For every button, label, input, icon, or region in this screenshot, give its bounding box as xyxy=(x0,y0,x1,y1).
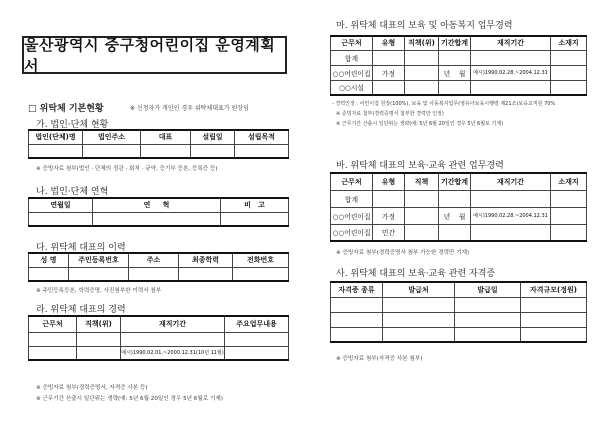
table-cell: ○○시설 xyxy=(331,80,373,95)
ba-col-0: 근무처 xyxy=(331,173,373,190)
table-cell[interactable] xyxy=(221,212,289,226)
table-cell[interactable] xyxy=(551,65,587,80)
corporation-history-table xyxy=(28,197,289,227)
table-cell[interactable] xyxy=(471,190,551,207)
table-cell: ○○어린이집 xyxy=(331,224,373,241)
table-cell[interactable] xyxy=(455,327,521,342)
table-cell[interactable] xyxy=(29,144,83,158)
ga-col-3: 설립일 xyxy=(191,130,235,144)
table-cell[interactable] xyxy=(225,346,289,360)
ma-note-2: ※ 증빙자료 첨부(경력증명서 첨부한 경력만 인정) xyxy=(336,111,444,117)
table-cell[interactable] xyxy=(331,327,383,342)
ra-example-cell: 예시)1990.02.01.~2000.12.31(10년 11월) xyxy=(121,346,225,360)
table-cell[interactable] xyxy=(439,190,471,207)
table-cell[interactable] xyxy=(471,224,551,241)
table-cell[interactable] xyxy=(191,144,235,158)
ma-col-5: 소재지 xyxy=(551,36,587,50)
table-cell[interactable] xyxy=(83,144,141,158)
table-cell[interactable] xyxy=(471,50,551,65)
ba-col-1: 유형 xyxy=(373,173,405,190)
table-cell[interactable] xyxy=(439,224,471,241)
table-cell: 예시)1990.02.28.~2004.12.31 xyxy=(471,207,551,224)
table-cell: 예시)1990.02.28.~2004.12.31 xyxy=(471,65,551,80)
document-title: 울산광역시 중구청어린이집 운영계획서 xyxy=(22,36,287,74)
table-cell[interactable] xyxy=(405,50,439,65)
table-cell[interactable] xyxy=(383,297,455,312)
da-col-2: 주소 xyxy=(129,253,179,267)
section-ma-label: 마. 위탁체 대표의 보육 및 아동복지 업무경력 xyxy=(336,21,513,31)
ma-col-0: 근무처 xyxy=(331,36,373,50)
ba-col-4: 재직기간 xyxy=(471,173,551,190)
table-cell[interactable] xyxy=(29,346,77,360)
table-cell[interactable] xyxy=(225,332,289,346)
table-cell[interactable] xyxy=(129,267,179,281)
table-cell[interactable] xyxy=(551,224,587,241)
table-cell[interactable] xyxy=(373,190,405,207)
table-cell[interactable] xyxy=(235,144,289,158)
table-cell[interactable] xyxy=(69,267,129,281)
table-cell[interactable] xyxy=(179,267,233,281)
table-cell: 가정 xyxy=(373,65,405,80)
table-cell[interactable] xyxy=(331,312,383,327)
ma-col-1: 유형 xyxy=(373,36,405,50)
table-cell[interactable] xyxy=(373,50,405,65)
table-cell[interactable] xyxy=(141,144,191,158)
section-da-label: 다. 위탁체 대표의 이력 xyxy=(36,243,126,253)
table-cell[interactable] xyxy=(405,65,439,80)
table-cell: 민간 xyxy=(373,224,405,241)
table-cell[interactable] xyxy=(521,327,587,342)
ra-col-1: 직책(위) xyxy=(77,316,121,332)
table-cell[interactable] xyxy=(373,80,405,95)
na-col-2: 비 고 xyxy=(221,198,289,212)
table-cell: 가정 xyxy=(373,207,405,224)
section-ba-label: 바. 위탁체 대표의 보육·교육 관련 업무경력 xyxy=(336,161,504,171)
ra-note-1: ※ 증빙자료 첨부(경력증명서, 자격증 사본 등) xyxy=(36,385,148,391)
table-cell: ○○어린이집 xyxy=(331,65,373,80)
da-col-0: 성 명 xyxy=(29,253,69,267)
sa-col-2: 발급일 xyxy=(455,282,521,297)
ra-col-3: 주요업무내용 xyxy=(225,316,289,332)
table-cell[interactable] xyxy=(93,212,221,226)
da-col-3: 최종학력 xyxy=(179,253,233,267)
table-cell[interactable] xyxy=(521,297,587,312)
sa-col-0: 자격증 종류 xyxy=(331,282,383,297)
basic-status-note: ※ 신청자가 개인인 경우 위탁체대표가 원장임 xyxy=(130,105,249,112)
table-cell[interactable] xyxy=(551,207,587,224)
table-cell[interactable] xyxy=(121,332,225,346)
table-cell[interactable] xyxy=(521,312,587,327)
table-cell[interactable] xyxy=(439,50,471,65)
table-cell[interactable] xyxy=(29,267,69,281)
ba-col-2: 직책 xyxy=(405,173,439,190)
ma-col-3: 기간합계 xyxy=(439,36,471,50)
education-career-table xyxy=(330,172,587,242)
ra-col-0: 근무처 xyxy=(29,316,77,332)
ma-note-1: - 경력인정 : 어린이집 원장(100%), 보육 및 아동복지업무(영유아보육시행령 제21조)보육교직원 70% xyxy=(332,101,556,107)
table-cell[interactable] xyxy=(29,212,93,226)
ra-col-2: 재직기간 xyxy=(121,316,225,332)
ga-col-4: 설립목적 xyxy=(235,130,289,144)
na-col-0: 연월일 xyxy=(29,198,93,212)
table-cell[interactable] xyxy=(551,190,587,207)
ma-col-4: 재직기간 xyxy=(471,36,551,50)
representative-career-table xyxy=(28,315,289,361)
na-col-1: 연 혁 xyxy=(93,198,221,212)
da-col-1: 주민등록번호 xyxy=(69,253,129,267)
ba-col-3: 기간합계 xyxy=(439,173,471,190)
table-cell[interactable] xyxy=(405,207,439,224)
representative-history-table xyxy=(28,252,289,282)
ba-note: ※ 증빙자료 첨부(경력증명서 첨부 가능한 경력만 기재) xyxy=(336,250,470,256)
table-cell[interactable] xyxy=(455,312,521,327)
section-na-label: 나. 법인·단체 연혁 xyxy=(36,187,109,197)
table-cell[interactable] xyxy=(383,327,455,342)
section-ra-label: 라. 위탁체 대표의 경력 xyxy=(36,305,126,315)
basic-status-header: □ 위탁체 기본현황 xyxy=(28,104,104,114)
table-cell[interactable] xyxy=(233,267,289,281)
section-sa-label: 사. 위탁체 대표의 보육·교육 관련 자격증 xyxy=(336,269,496,279)
da-note: ※ 주민등록등본, 학력증명, 사진첨부한 이력서 첨부 xyxy=(36,288,162,294)
table-cell[interactable] xyxy=(551,80,587,95)
table-cell: 년 월 xyxy=(439,207,471,224)
ga-note: ※ 증빙자료 첨부(법인 · 단체의 정관 · 회칙 · 규약, 등기부 등본, 등록증 등) xyxy=(36,166,218,172)
table-cell[interactable] xyxy=(405,190,439,207)
table-cell[interactable] xyxy=(471,80,551,95)
ga-col-1: 법인주소 xyxy=(83,130,141,144)
table-cell: 합계 xyxy=(331,50,373,65)
ba-col-5: 소재지 xyxy=(551,173,587,190)
certificate-table xyxy=(330,281,587,343)
da-col-4: 전화번호 xyxy=(233,253,289,267)
ga-col-2: 대표 xyxy=(141,130,191,144)
table-cell[interactable] xyxy=(331,297,383,312)
table-cell: ○○어린이집 xyxy=(331,207,373,224)
table-cell[interactable] xyxy=(405,224,439,241)
table-cell[interactable] xyxy=(383,312,455,327)
table-cell[interactable] xyxy=(77,346,121,360)
table-cell[interactable] xyxy=(77,332,121,346)
section-ga-label: 가. 법인·단체 현황 xyxy=(36,120,109,130)
ma-note-3: ※ 근무기간 산출시 일단위는 생략(예: 5년 6월 20일인 경우 5년 6월로 기재) xyxy=(336,121,504,127)
ra-note-2: ※ 근무기간 산출시 일단위는 생략(예: 5년 6월 20일인 경우 5년 6월로 기재) xyxy=(36,396,223,402)
table-cell: 년 월 xyxy=(439,65,471,80)
sa-note: ※ 증빙자료 첨부(자격증 사본 첨부) xyxy=(336,356,423,362)
table-cell[interactable] xyxy=(405,80,439,95)
table-cell[interactable] xyxy=(455,297,521,312)
sa-col-3: 자격규모(정원) xyxy=(521,282,587,297)
ma-col-2: 직책(위) xyxy=(405,36,439,50)
table-cell: 합계 xyxy=(331,190,373,207)
corporation-status-table xyxy=(28,129,289,159)
table-cell[interactable] xyxy=(551,50,587,65)
childcare-career-table xyxy=(330,35,587,96)
sa-col-1: 발급처 xyxy=(383,282,455,297)
table-cell[interactable] xyxy=(29,332,77,346)
ga-col-0: 법인(단체)명 xyxy=(29,130,83,144)
table-cell[interactable] xyxy=(439,80,471,95)
